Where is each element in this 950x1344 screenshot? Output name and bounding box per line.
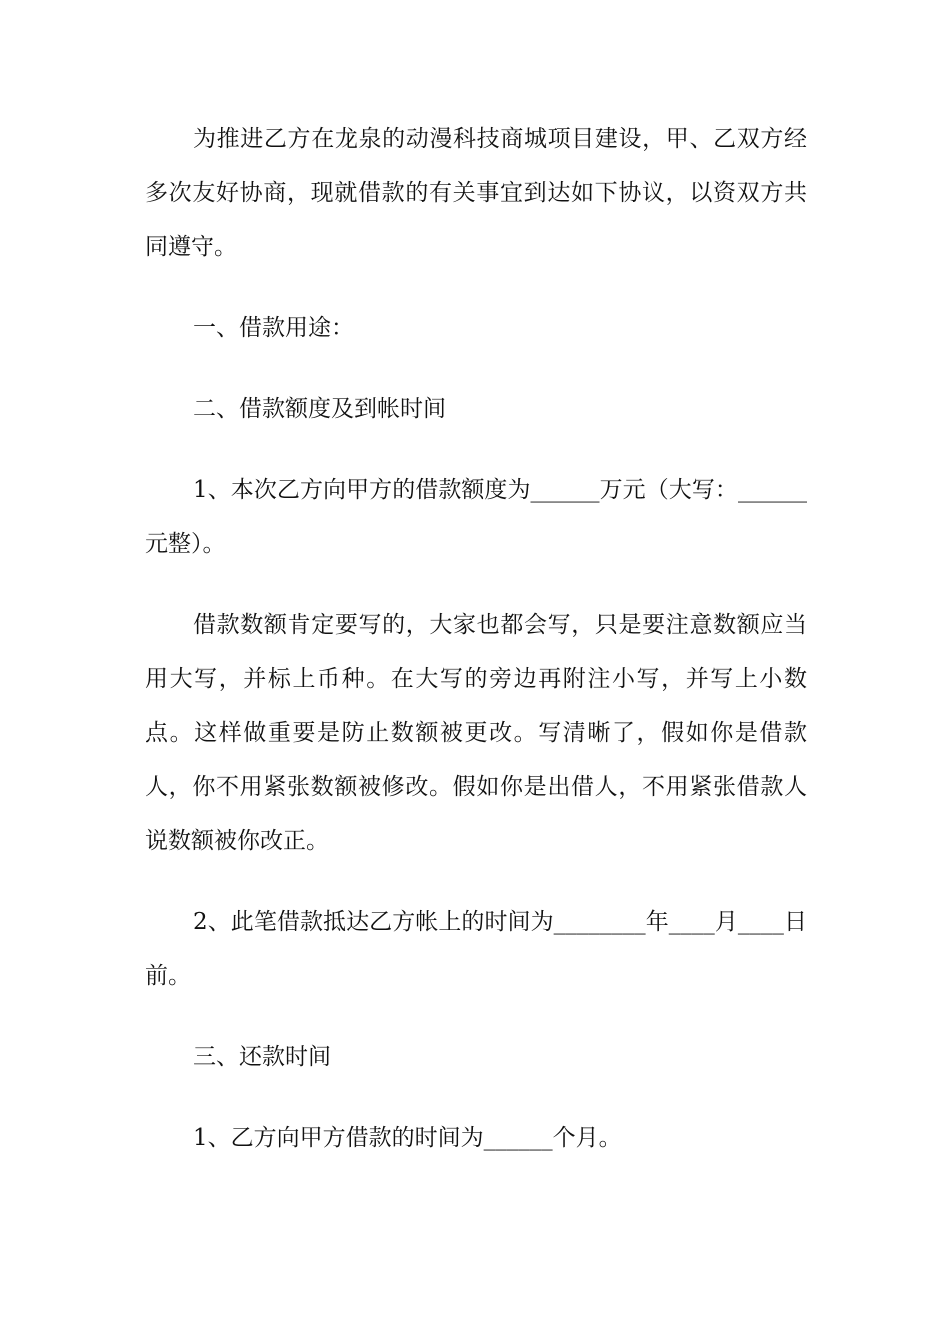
paragraph-intro: 为推进乙方在龙泉的动漫科技商城项目建设，甲、乙双方经多次友好协商，现就借款的有关事宜到达如下协议，以资双方共同遵守。 <box>145 126 807 260</box>
heading-loan-amount-and-arrival: 二、借款额度及到帐时间 <box>193 396 446 422</box>
heading-loan-purpose: 一、借款用途： <box>193 315 354 341</box>
paragraph-amount-note: 借款数额肯定要写的，大家也都会写，只是要注意数额应当用大写，并标上币种。在大写的旁边再附注小写，并写上小数点。这样做重要是防止数额被更改。写清晰了，假如你是借款人，你不用紧张数额被修改。假如你是出借人，不用紧张借款人说数额被你改正。 <box>145 612 807 854</box>
paragraph-loan-duration: 1、乙方向甲方借款的时间为______个月。 <box>193 1125 622 1151</box>
heading-repayment-time: 三、还款时间 <box>193 1044 331 1070</box>
document-body <box>145 112 807 1192</box>
paragraph-loan-amount: 1、本次乙方向甲方的借款额度为______万元（大写：______元整）。 <box>145 477 807 557</box>
paragraph-arrival-date: 2、此笔借款抵达乙方帐上的时间为________年____月____日前。 <box>145 909 807 989</box>
